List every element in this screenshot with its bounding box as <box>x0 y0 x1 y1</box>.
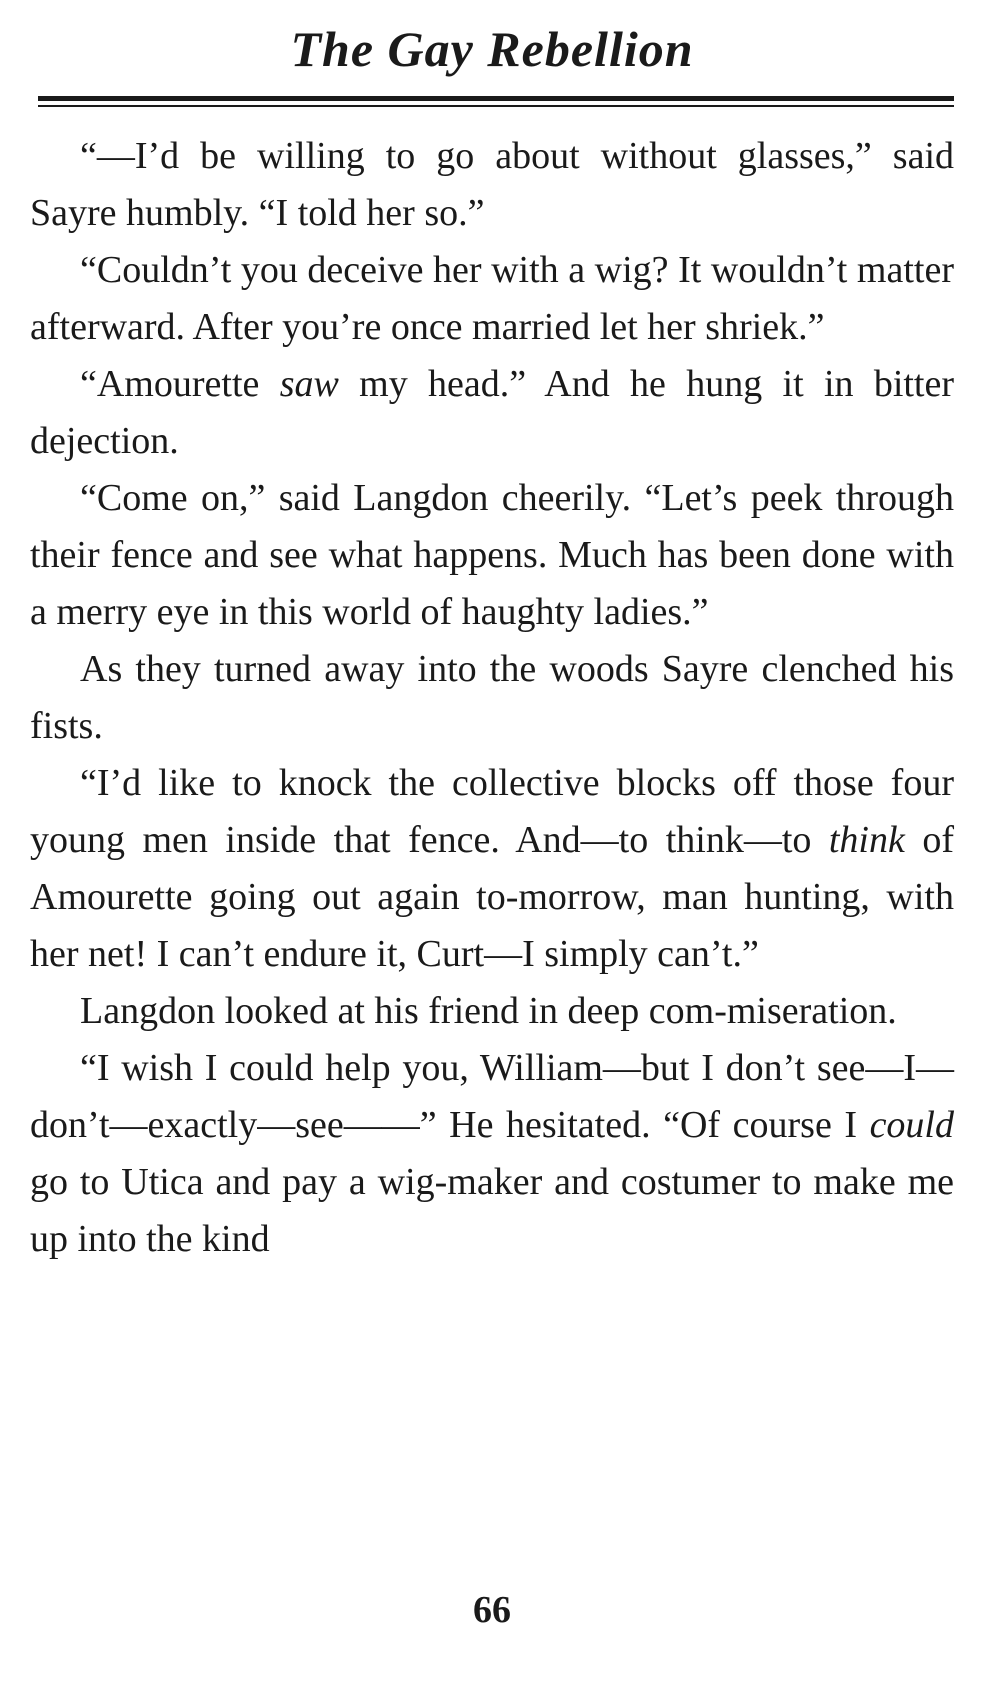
text-run: As they turned away into the woods Sayre clenched his fists. <box>30 648 954 747</box>
paragraph <box>30 128 954 242</box>
body-text <box>30 128 954 1268</box>
header-rule-thick <box>38 96 954 101</box>
paragraph <box>30 755 954 983</box>
page-number: 66 <box>473 1589 511 1631</box>
paragraph <box>30 641 954 755</box>
paragraph <box>30 356 954 470</box>
text-run: “I’d like to knock the collective blocks off those four young men inside that fence. And—to think—to <box>30 762 954 861</box>
paragraph <box>30 983 954 1040</box>
italic-text: saw <box>279 363 339 405</box>
text-run: “Come on,” said Langdon cheerily. “Let’s peek through their fence and see what happens. Much has been done with a merry eye in this world of haughty ladies.” <box>30 477 954 633</box>
text-run: “Amourette <box>80 363 280 405</box>
paragraph <box>30 242 954 356</box>
italic-text: think <box>828 819 905 861</box>
text-run: “I wish I could help you, William—but I don’t see—I—don’t—exactly—see——” He hesitated. “Of course I <box>30 1047 954 1146</box>
text-run: Langdon looked at his friend in deep com-miseration. <box>80 990 897 1032</box>
paragraph <box>30 470 954 641</box>
italic-text: could <box>869 1104 954 1146</box>
header-rule-thin <box>38 105 954 107</box>
text-run: “Couldn’t you deceive her with a wig? It wouldn’t matter afterward. After you’re once married let her shriek.” <box>30 249 954 348</box>
text-run: “—I’d be willing to go about without glasses,” said Sayre humbly. “I told her so.” <box>30 135 954 234</box>
running-head: The Gay Rebellion <box>290 21 694 77</box>
text-run: my head.” And he hung it in bitter dejection. <box>30 363 955 462</box>
paragraph <box>30 1040 954 1268</box>
text-run: go to Utica and pay a wig-maker and costumer to make me up into the kind <box>30 1161 954 1260</box>
text-run: of Amourette going out again to-morrow, man hunting, with her net! I can’t endure it, Curt—I simply can’t.” <box>30 819 954 975</box>
book-page <box>30 0 954 1686</box>
